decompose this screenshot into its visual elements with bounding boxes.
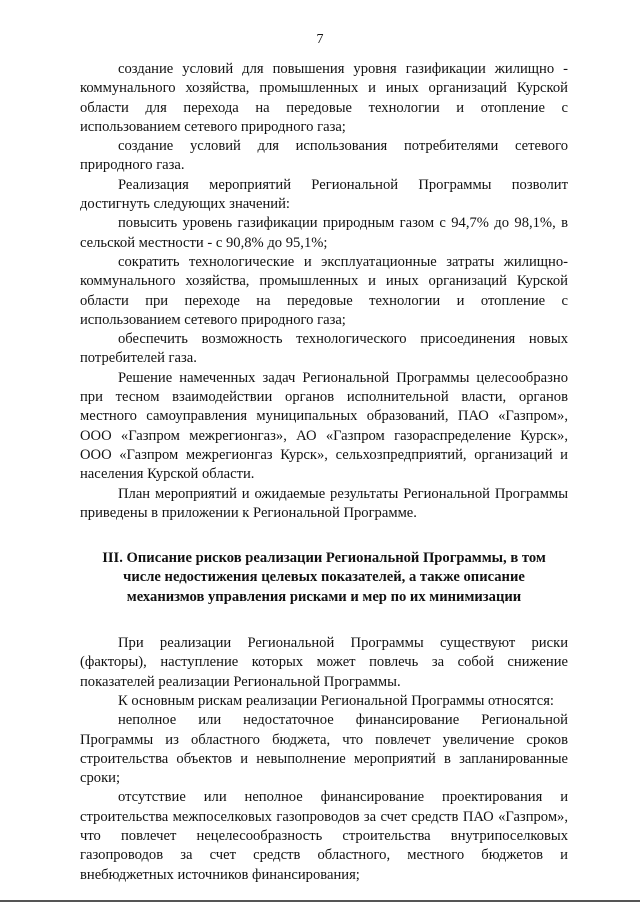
paragraph: обеспечить возможность технологического присоединения новых потребителей газа. xyxy=(80,331,568,367)
paragraph: План мероприятий и ожидаемые результаты Региональной Программы приведены в приложении к Региональной Программе. xyxy=(80,485,568,521)
paragraph: неполное или недостаточное финансирование Региональной Программы из областного бюджета, что повлечет увеличение сроков строительства объектов и невыполнение мероприятий в запланированные сроки; xyxy=(80,712,568,787)
paragraph: создание условий для повышения уровня газификации жилищно - коммунального хозяйства, промышленных и иных организаций Курской области для перехода на передовые технологии и отопление с использованием сетевого природного газа; xyxy=(80,61,568,135)
section-heading-line: числе недостижения целевых показателей, а также описание xyxy=(123,569,525,586)
bottom-scan-edge xyxy=(0,900,640,902)
section-heading-line: III. Описание рисков реализации Региональной Программы, в том xyxy=(102,550,546,567)
paragraph: сократить технологические и эксплуатационные затраты жилищно-коммунального хозяйства, промышленных и иных организаций Курской области при переходе на передовые технологии и отопление с использованием сетевого природного газа; xyxy=(80,253,568,328)
document-body xyxy=(80,60,568,885)
section-heading-line: механизмов управления рисками и мер по их минимизации xyxy=(126,588,522,605)
paragraph: создание условий для использования потребителями сетевого природного газа. xyxy=(80,138,568,174)
paragraph: повысить уровень газификации природным газом с 94,7% до 98,1%, в сельской местности - с 90,8% до 95,1%; xyxy=(80,215,568,251)
paragraph: Решение намеченных задач Региональной Программы целесообразно при тесном взаимодействии органов исполнительной власти, органов местного самоуправления муниципальных образований, ПАО «Газпром», ООО «Газпром межрегионгаз», АО «Газпром газораспределение Курск», ООО «Газпром межрегионгаз Курск», сельхозпредприятий, организаций и населения Курской области. xyxy=(80,369,568,483)
paragraph: Реализация мероприятий Региональной Программы позволит достигнуть следующих значений: xyxy=(80,176,568,213)
paragraph: При реализации Региональной Программы существуют риски (факторы), наступление которых может повлечь за собой снижение показателей реализации Региональной Программы. xyxy=(80,635,568,690)
paragraph: отсутствие или неполное финансирование проектирования и строительства межпоселковых газопроводов за счет средств ПАО «Газпром», что повлечет нецелесообразность строительства внутрипоселковых газопроводов за счет средств областного, местного бюджетов и внебюджетных источников финансирования; xyxy=(80,789,568,883)
paragraph: К основным рискам реализации Региональной Программы относятся: xyxy=(118,692,554,709)
page-number: 7 xyxy=(316,32,324,47)
section-heading xyxy=(80,549,568,607)
